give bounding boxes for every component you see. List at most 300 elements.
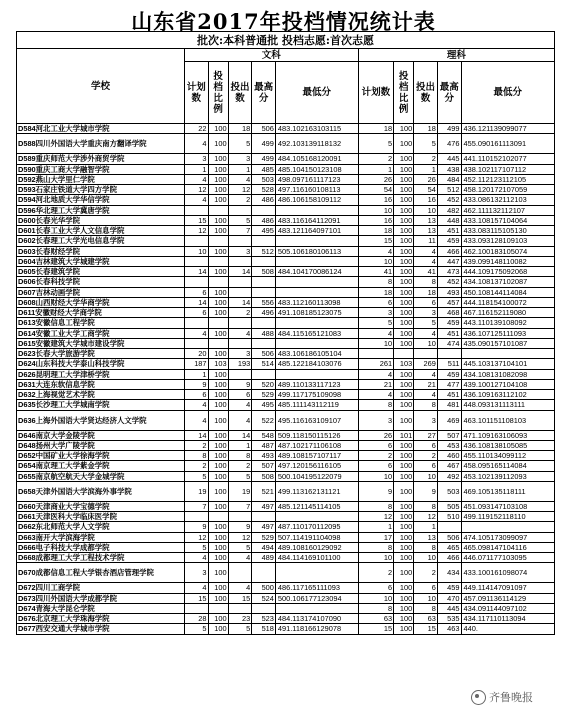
table-cell: 6 (184, 287, 208, 297)
min-score: 436.108138105085 (461, 440, 554, 450)
table-cell: 5 (184, 471, 208, 481)
table-row (17, 256, 555, 266)
table-cell: 100 (394, 614, 414, 624)
table-cell (228, 563, 252, 583)
table-cell: 4 (184, 328, 208, 338)
table-cell (208, 236, 228, 246)
table-cell: 5 (414, 134, 438, 154)
table-row (17, 134, 555, 154)
table-cell: 520 (252, 379, 276, 389)
min-score: 434.108131082098 (461, 369, 554, 379)
school-name: D673四川外国语大学成都学院 (17, 593, 185, 603)
table-cell: 6 (414, 461, 438, 471)
table-cell: 447 (437, 256, 461, 266)
table-cell: 100 (394, 512, 414, 522)
table-cell: 521 (252, 481, 276, 501)
table-cell: 4 (358, 328, 393, 338)
table-cell: 2 (358, 451, 393, 461)
table-row (17, 440, 555, 450)
table-cell: 100 (208, 349, 228, 359)
table-cell: 3 (414, 308, 438, 318)
school-name: D623长春大学旅游学院 (17, 349, 185, 359)
table-cell (184, 512, 208, 522)
table-cell: 5 (414, 318, 438, 328)
table-cell: 269 (414, 359, 438, 369)
table-row (17, 318, 555, 328)
table-cell: 22 (184, 124, 208, 134)
min-score: 439.099148110082 (461, 256, 554, 266)
table-cell: 261 (358, 359, 393, 369)
school-name: D666电子科技大学成都学院 (17, 542, 185, 552)
col-max: 最高分 (252, 62, 276, 124)
table-cell: 63 (414, 614, 438, 624)
table-row (17, 624, 555, 634)
col-admit: 投出数 (228, 62, 252, 124)
table-cell: 489 (252, 553, 276, 563)
table-cell: 503 (437, 481, 461, 501)
table-cell: 100 (208, 440, 228, 450)
table-cell: 100 (208, 542, 228, 552)
table-cell: 18 (228, 124, 252, 134)
table-cell: 100 (394, 256, 414, 266)
table-cell: 494 (252, 542, 276, 552)
school-name: D601长春工业大学人文信息学院 (17, 226, 185, 236)
school-name: D660天津商业大学宝德学院 (17, 501, 185, 511)
table-cell: 20 (184, 349, 208, 359)
table-row (17, 195, 555, 205)
table-cell: 100 (394, 174, 414, 184)
table-cell (252, 603, 276, 613)
table-cell: 100 (208, 246, 228, 256)
table-cell: 4 (184, 553, 208, 563)
table-row (17, 338, 555, 348)
min-score: 457.091136114129 (461, 593, 554, 603)
min-score: 452.112123112105 (461, 174, 554, 184)
table-row (17, 174, 555, 184)
min-score (275, 563, 358, 583)
school-name: D648扬州大学广陵学院 (17, 440, 185, 450)
table-cell: 100 (394, 369, 414, 379)
col-ratio: 投档比例 (394, 62, 414, 124)
min-score: 483.106186105104 (275, 349, 358, 359)
table-cell: 1 (414, 164, 438, 174)
table-cell: 6 (228, 390, 252, 400)
table-row (17, 400, 555, 410)
school-name: D677西安交通大学城市学院 (17, 624, 185, 634)
table-cell: 457 (437, 297, 461, 307)
table-cell: 100 (208, 624, 228, 634)
table-cell: 100 (394, 277, 414, 287)
table-row (17, 205, 555, 215)
table-cell: 100 (394, 603, 414, 613)
school-name: D605长春建筑学院 (17, 267, 185, 277)
table-row (17, 593, 555, 603)
table-cell: 452 (437, 195, 461, 205)
table-cell (252, 256, 276, 266)
table-cell: 100 (208, 328, 228, 338)
min-score: 462.100183105074 (461, 246, 554, 256)
table-cell: 100 (208, 297, 228, 307)
table-cell: 10 (358, 593, 393, 603)
table-cell: 15 (414, 624, 438, 634)
table-cell: 4 (228, 400, 252, 410)
table-cell: 8 (414, 603, 438, 613)
table-cell: 451 (437, 390, 461, 400)
table-cell (228, 277, 252, 287)
table-cell: 4 (358, 390, 393, 400)
table-cell: 100 (394, 328, 414, 338)
min-score: 434.091144097102 (461, 603, 554, 613)
table-cell: 100 (208, 134, 228, 154)
table-row (17, 563, 555, 583)
table-cell: 193 (228, 359, 252, 369)
table-cell: 4 (358, 369, 393, 379)
min-score: 455.090161113091 (461, 134, 554, 154)
table-cell (184, 603, 208, 613)
min-score: 486.106158109112 (275, 195, 358, 205)
min-score (275, 512, 358, 522)
school-name: D636上海外国语大学贤达经济人文学院 (17, 410, 185, 430)
min-score: 433.093128109103 (461, 236, 554, 246)
table-cell: 100 (394, 287, 414, 297)
table-cell: 451 (437, 328, 461, 338)
table-row (17, 297, 555, 307)
table-cell: 100 (208, 532, 228, 542)
min-score: 436.107125111093 (461, 328, 554, 338)
table-cell: 1 (228, 440, 252, 450)
school-name: D592燕山大学里仁学院 (17, 174, 185, 184)
table-cell: 100 (208, 154, 228, 164)
table-cell: 459 (437, 369, 461, 379)
min-score: 500.104195122079 (275, 471, 358, 481)
table-row (17, 501, 555, 511)
table-cell: 445 (437, 603, 461, 613)
table-cell: 21 (414, 379, 438, 389)
table-cell: 3 (358, 308, 393, 318)
table-cell: 15 (184, 593, 208, 603)
table-cell: 5 (228, 215, 252, 225)
table-row (17, 246, 555, 256)
min-score: 484.113174107090 (275, 614, 358, 624)
table-cell: 187 (184, 359, 208, 369)
table-cell: 6 (184, 390, 208, 400)
school-name: D672四川工商学院 (17, 583, 185, 593)
table-cell: 100 (394, 563, 414, 583)
min-score: 485.122184103076 (275, 359, 358, 369)
min-score: 458.120172107059 (461, 185, 554, 195)
table-cell: 506 (437, 532, 461, 542)
table-cell: 100 (208, 481, 228, 501)
table-cell: 23 (228, 614, 252, 624)
table-cell: 14 (184, 297, 208, 307)
table-cell: 41 (358, 267, 393, 277)
table-cell: 459 (437, 583, 461, 593)
table-cell: 21 (358, 379, 393, 389)
table-row (17, 308, 555, 318)
table-cell: 4 (358, 246, 393, 256)
table-cell: 100 (208, 369, 228, 379)
table-row (17, 359, 555, 369)
table-cell: 508 (252, 267, 276, 277)
table-row (17, 349, 555, 359)
table-row (17, 553, 555, 563)
table-cell: 524 (252, 593, 276, 603)
table-row (17, 512, 555, 522)
table-cell: 469 (437, 410, 461, 430)
table-cell: 100 (394, 593, 414, 603)
table-cell: 492 (437, 471, 461, 481)
table-cell: 499 (252, 134, 276, 154)
min-score (275, 603, 358, 613)
table-cell: 466 (437, 553, 461, 563)
table-cell: 8 (414, 400, 438, 410)
table-cell: 100 (208, 522, 228, 532)
table-cell: 10 (414, 338, 438, 348)
table-cell: 8 (228, 451, 252, 461)
table-cell: 100 (394, 308, 414, 318)
min-score: 439.100127104108 (461, 379, 554, 389)
table-cell (184, 338, 208, 348)
table-cell: 100 (208, 400, 228, 410)
table-cell: 19 (228, 481, 252, 501)
table-cell: 100 (394, 379, 414, 389)
table-cell: 100 (208, 614, 228, 624)
wechat-icon (471, 690, 486, 705)
table-cell: 100 (208, 563, 228, 583)
table-cell: 100 (208, 451, 228, 461)
min-score (461, 349, 554, 359)
table-cell: 497 (252, 522, 276, 532)
table-cell: 100 (208, 593, 228, 603)
table-cell: 4 (414, 328, 438, 338)
min-score: 484.115165121083 (275, 328, 358, 338)
min-score: 440. (461, 624, 554, 634)
table-cell: 100 (394, 124, 414, 134)
table-cell (414, 349, 438, 359)
table-row (17, 226, 555, 236)
school-name: D661天津医科大学临床医学院 (17, 512, 185, 522)
table-cell: 511 (437, 359, 461, 369)
table-cell: 100 (394, 624, 414, 634)
min-score: 462.111132112107 (461, 205, 554, 215)
table-cell: 510 (437, 512, 461, 522)
table-row (17, 379, 555, 389)
min-score: 445.103137104101 (461, 359, 554, 369)
table-row (17, 328, 555, 338)
table-cell: 100 (208, 553, 228, 563)
table-cell: 10 (358, 471, 393, 481)
table-row (17, 185, 555, 195)
table-cell: 3 (358, 410, 393, 430)
table-cell: 485 (252, 164, 276, 174)
table-row (17, 124, 555, 134)
min-score: 455.110134099112 (461, 451, 554, 461)
table-cell: 6 (358, 297, 393, 307)
col-min: 最低分 (461, 62, 554, 124)
table-cell: 9 (358, 481, 393, 501)
table-cell: 514 (252, 359, 276, 369)
table-row (17, 287, 555, 297)
school-name: D611安徽财经大学商学院 (17, 308, 185, 318)
table-cell: 12 (184, 532, 208, 542)
table-cell (252, 318, 276, 328)
table-cell: 3 (228, 349, 252, 359)
table-cell: 18 (414, 124, 438, 134)
min-score: 507.114191104098 (275, 532, 358, 542)
table-cell: 100 (394, 390, 414, 400)
school-name: D632上海视觉艺术学院 (17, 390, 185, 400)
table-cell: 5 (228, 624, 252, 634)
table-cell: 10 (358, 256, 393, 266)
school-name: D670成都信息工程大学银杏酒店管理学院 (17, 563, 185, 583)
school-name: D607吉林动画学院 (17, 287, 185, 297)
table-cell: 9 (184, 379, 208, 389)
table-row (17, 267, 555, 277)
school-name: D590重庆工商大学融智学院 (17, 164, 185, 174)
table-cell (228, 256, 252, 266)
school-name: D584河北工业大学城市学院 (17, 124, 185, 134)
min-score: 487.102171106108 (275, 440, 358, 450)
min-score: 434.117110113094 (461, 614, 554, 624)
min-score: 484.104170086124 (275, 267, 358, 277)
table-cell: 100 (208, 583, 228, 593)
group-wenke: 文科 (184, 49, 358, 62)
table-cell: 5 (184, 624, 208, 634)
table-cell (184, 205, 208, 215)
table-cell (208, 277, 228, 287)
table-cell: 100 (208, 226, 228, 236)
min-score: 491.108185123075 (275, 308, 358, 318)
school-name: D646南京大学金陵学院 (17, 430, 185, 440)
min-score: 451.093147103108 (461, 501, 554, 511)
table-cell: 476 (437, 134, 461, 154)
min-score (275, 369, 358, 379)
table-cell (252, 369, 276, 379)
table-cell: 100 (394, 236, 414, 246)
min-score (275, 338, 358, 348)
school-name: D588四川外国语大学重庆南方翻译学院 (17, 134, 185, 154)
table-cell: 63 (358, 614, 393, 624)
table-cell (184, 236, 208, 246)
table-cell: 15 (358, 236, 393, 246)
table-cell: 499 (252, 154, 276, 164)
table-cell: 100 (394, 154, 414, 164)
table-row (17, 481, 555, 501)
table-cell: 2 (228, 195, 252, 205)
min-score: 484.105168120091 (275, 154, 358, 164)
table-cell: 466 (437, 246, 461, 256)
table-cell: 7 (228, 226, 252, 236)
table-cell: 4 (184, 195, 208, 205)
table-cell: 445 (437, 154, 461, 164)
table-cell: 453 (437, 440, 461, 450)
table-cell: 12 (184, 226, 208, 236)
table-cell: 16 (358, 215, 393, 225)
table-cell: 481 (437, 400, 461, 410)
table-cell: 6 (358, 440, 393, 450)
table-cell: 529 (252, 390, 276, 400)
min-score: 489.108160129092 (275, 542, 358, 552)
table-cell: 4 (184, 134, 208, 154)
table-cell (228, 318, 252, 328)
table-cell: 3 (184, 154, 208, 164)
table-cell: 4 (228, 410, 252, 430)
table-cell: 4 (184, 400, 208, 410)
school-name: D674青海大学昆仑学院 (17, 603, 185, 613)
table-cell: 13 (414, 215, 438, 225)
table-cell: 41 (414, 267, 438, 277)
min-score: 483.112160113098 (275, 297, 358, 307)
table-cell: 100 (208, 461, 228, 471)
table-cell: 100 (394, 553, 414, 563)
table-row (17, 277, 555, 287)
table-cell: 2 (414, 563, 438, 583)
min-score: 433.100161098074 (461, 563, 554, 583)
table-cell: 100 (394, 185, 414, 195)
table-cell: 100 (394, 338, 414, 348)
min-score: 448.093131113111 (461, 400, 554, 410)
col-plan: 计划数 (358, 62, 393, 124)
table-cell: 463 (437, 624, 461, 634)
table-cell: 100 (208, 185, 228, 195)
min-score: 450.108144114084 (461, 287, 554, 297)
table-cell: 495 (252, 226, 276, 236)
table-row (17, 542, 555, 552)
table-cell: 10 (358, 205, 393, 215)
table-cell: 12 (414, 512, 438, 522)
table-cell (184, 256, 208, 266)
table-cell (252, 236, 276, 246)
table-cell: 18 (358, 226, 393, 236)
table-cell: 495 (252, 400, 276, 410)
table-cell: 4 (228, 174, 252, 184)
table-cell: 100 (394, 215, 414, 225)
table-cell: 100 (394, 451, 414, 461)
table-cell: 100 (394, 542, 414, 552)
table-cell: 451 (437, 226, 461, 236)
table-cell (252, 338, 276, 348)
table-cell: 4 (184, 174, 208, 184)
table-cell: 8 (358, 603, 393, 613)
table-cell: 2 (228, 308, 252, 318)
min-score: 505.106180106113 (275, 246, 358, 256)
min-score (275, 277, 358, 287)
table-cell: 100 (208, 308, 228, 318)
table-cell (184, 318, 208, 328)
table-cell: 13 (414, 226, 438, 236)
table-cell: 5 (228, 471, 252, 481)
table-cell: 12 (358, 512, 393, 522)
table-cell (208, 603, 228, 613)
table-cell: 6 (184, 308, 208, 318)
min-score: 497.120156116105 (275, 461, 358, 471)
school-name: D606长春科技学院 (17, 277, 185, 287)
table-cell: 499 (437, 124, 461, 134)
table-cell: 27 (414, 430, 438, 440)
table-cell: 11 (414, 236, 438, 246)
min-score: 444.109175092068 (461, 267, 554, 277)
table-cell: 467 (437, 461, 461, 471)
min-score (275, 236, 358, 246)
table-cell (394, 349, 414, 359)
min-score: 434.108137102087 (461, 277, 554, 287)
table-cell: 434 (437, 563, 461, 583)
table-cell: 8 (358, 277, 393, 287)
table-cell (228, 338, 252, 348)
table-cell: 9 (228, 522, 252, 532)
table-cell (208, 338, 228, 348)
school-name: D603长春财经学院 (17, 246, 185, 256)
